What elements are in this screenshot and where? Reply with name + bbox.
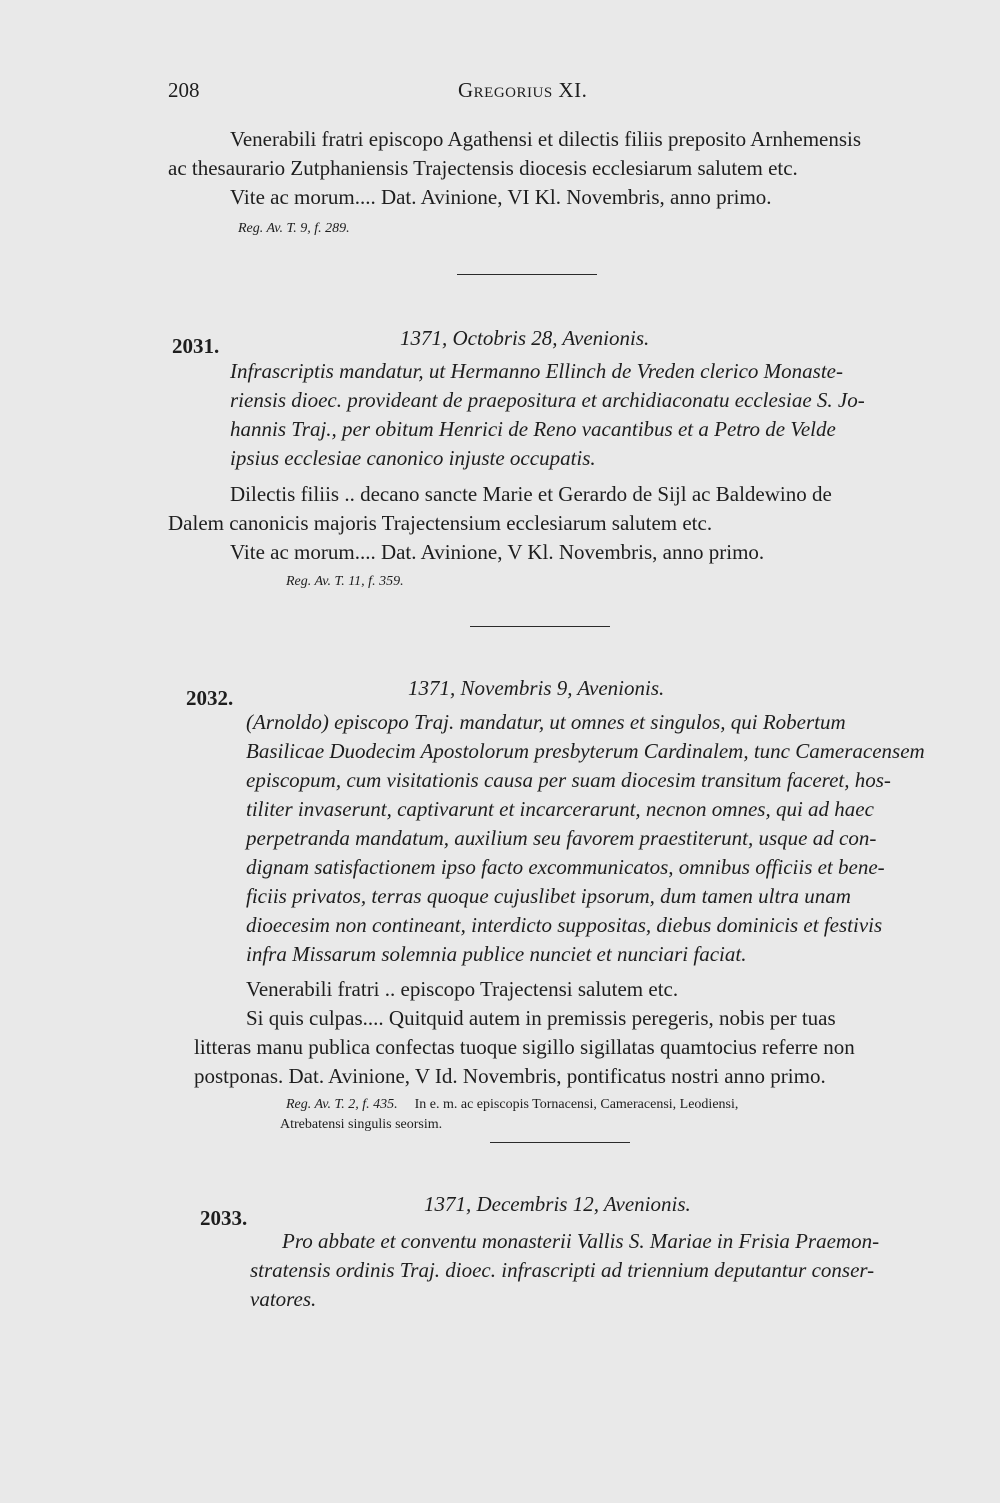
entry-summary-line: ficiis privatos, terras quoque cujuslibet ipsorum, dum tamen ultra unam xyxy=(246,884,851,908)
entry-text-line: Dalem canonicis majoris Trajectensium ecclesiarum salutem etc. xyxy=(168,511,713,535)
entry-reference-note-continued: Atrebatensi singulis seorsim. xyxy=(280,1117,443,1132)
entry-date: 1371, Octobris 28, Avenionis. xyxy=(400,326,650,350)
separator-rule xyxy=(490,1142,630,1143)
entry-number: 2033. xyxy=(200,1206,248,1230)
entry-summary-line: dioecesim non contineant, interdicto suppositas, diebus dominicis et festivis xyxy=(246,913,883,937)
entry-text-line: litteras manu publica confectas tuoque sigillo sigillatas quamtocius referre non xyxy=(194,1035,855,1059)
separator-rule xyxy=(457,274,597,275)
running-head xyxy=(168,78,888,108)
header-title: Gregorius XI. xyxy=(458,78,588,102)
entry-date: 1371, Decembris 12, Avenionis. xyxy=(424,1192,691,1216)
preamble-line: Venerabili fratri episcopo Agathensi et dilectis filiis preposito Arnhemensis xyxy=(230,127,862,151)
entry-text-line: postponas. Dat. Avinione, V Id. Novembris, pontificatus nostri anno primo. xyxy=(194,1064,826,1088)
entry-summary-line: vatores. xyxy=(250,1287,317,1311)
entry-reference: Reg. Av. T. 11, f. 359. xyxy=(286,574,404,589)
entry-text-line: Venerabili fratri .. episcopo Trajectensi salutem etc. xyxy=(246,977,679,1001)
entry-reference: Reg. Av. T. 2, f. 435. xyxy=(286,1097,398,1112)
entry-text-line: Vite ac morum.... Dat. Avinione, V Kl. Novembris, anno primo. xyxy=(230,540,765,564)
entry-summary-line: stratensis ordinis Traj. dioec. infrascripti ad triennium deputantur conser- xyxy=(250,1258,875,1282)
entry-text-line: Dilectis filiis .. decano sancte Marie et Gerardo de Sijl ac Baldewino de xyxy=(230,482,832,506)
entry-summary-line: dignam satisfactionem ipso facto excommunicatos, omnibus officiis et bene- xyxy=(246,855,885,879)
entry-text-line: Si quis culpas.... Quitquid autem in premissis peregeris, nobis per tuas xyxy=(246,1006,836,1030)
page-number: 208 xyxy=(168,78,200,102)
entry-reference-note: In e. m. ac episcopis Tornacensi, Cameracensi, Leodiensi, xyxy=(414,1097,739,1112)
preamble-reference: Reg. Av. T. 9, f. 289. xyxy=(238,221,350,236)
entry-summary-line: hannis Traj., per obitum Henrici de Reno vacantibus et a Petro de Velde xyxy=(230,417,836,441)
entry-summary-line: Pro abbate et conventu monasterii Vallis S. Mariae in Frisia Praemon- xyxy=(282,1229,880,1253)
entry-number: 2031. xyxy=(172,334,220,358)
entry-number: 2032. xyxy=(186,686,234,710)
entry-summary-line: (Arnoldo) episcopo Traj. mandatur, ut omnes et singulos, qui Robertum xyxy=(246,710,846,734)
entry-summary-line: infra Missarum solemnia publice nunciet et nunciari faciat. xyxy=(246,942,747,966)
entry-summary-line: riensis dioec. provideant de praepositura et archidiaconatu ecclesiae S. Jo- xyxy=(230,388,865,412)
entry-date: 1371, Novembris 9, Avenionis. xyxy=(408,676,665,700)
entry-summary-line: Infrascriptis mandatur, ut Hermanno Ellinch de Vreden clerico Monaste- xyxy=(230,359,843,383)
entry-summary-line: Basilicae Duodecim Apostolorum presbyterum Cardinalem, tunc Cameracensem xyxy=(246,739,925,763)
preamble-line: Vite ac morum.... Dat. Avinione, VI Kl. Novembris, anno primo. xyxy=(230,185,772,209)
entry-summary-line: tiliter invaserunt, captivarunt et incarcerarunt, necnon omnes, qui ad haec xyxy=(246,797,874,821)
entry-summary-line: episcopum, cum visitationis causa per suam diocesim transitum faceret, hos- xyxy=(246,768,891,792)
entry-summary-line: ipsius ecclesiae canonico injuste occupatis. xyxy=(230,446,596,470)
entry-reference-line xyxy=(286,1096,738,1114)
entry-summary-line: perpetranda mandatum, auxilium seu favorem praestiterunt, usque ad con- xyxy=(246,826,877,850)
preamble-line: ac thesaurario Zutphaniensis Trajectensis diocesis ecclesiarum salutem etc. xyxy=(168,156,798,180)
separator-rule xyxy=(470,626,610,627)
